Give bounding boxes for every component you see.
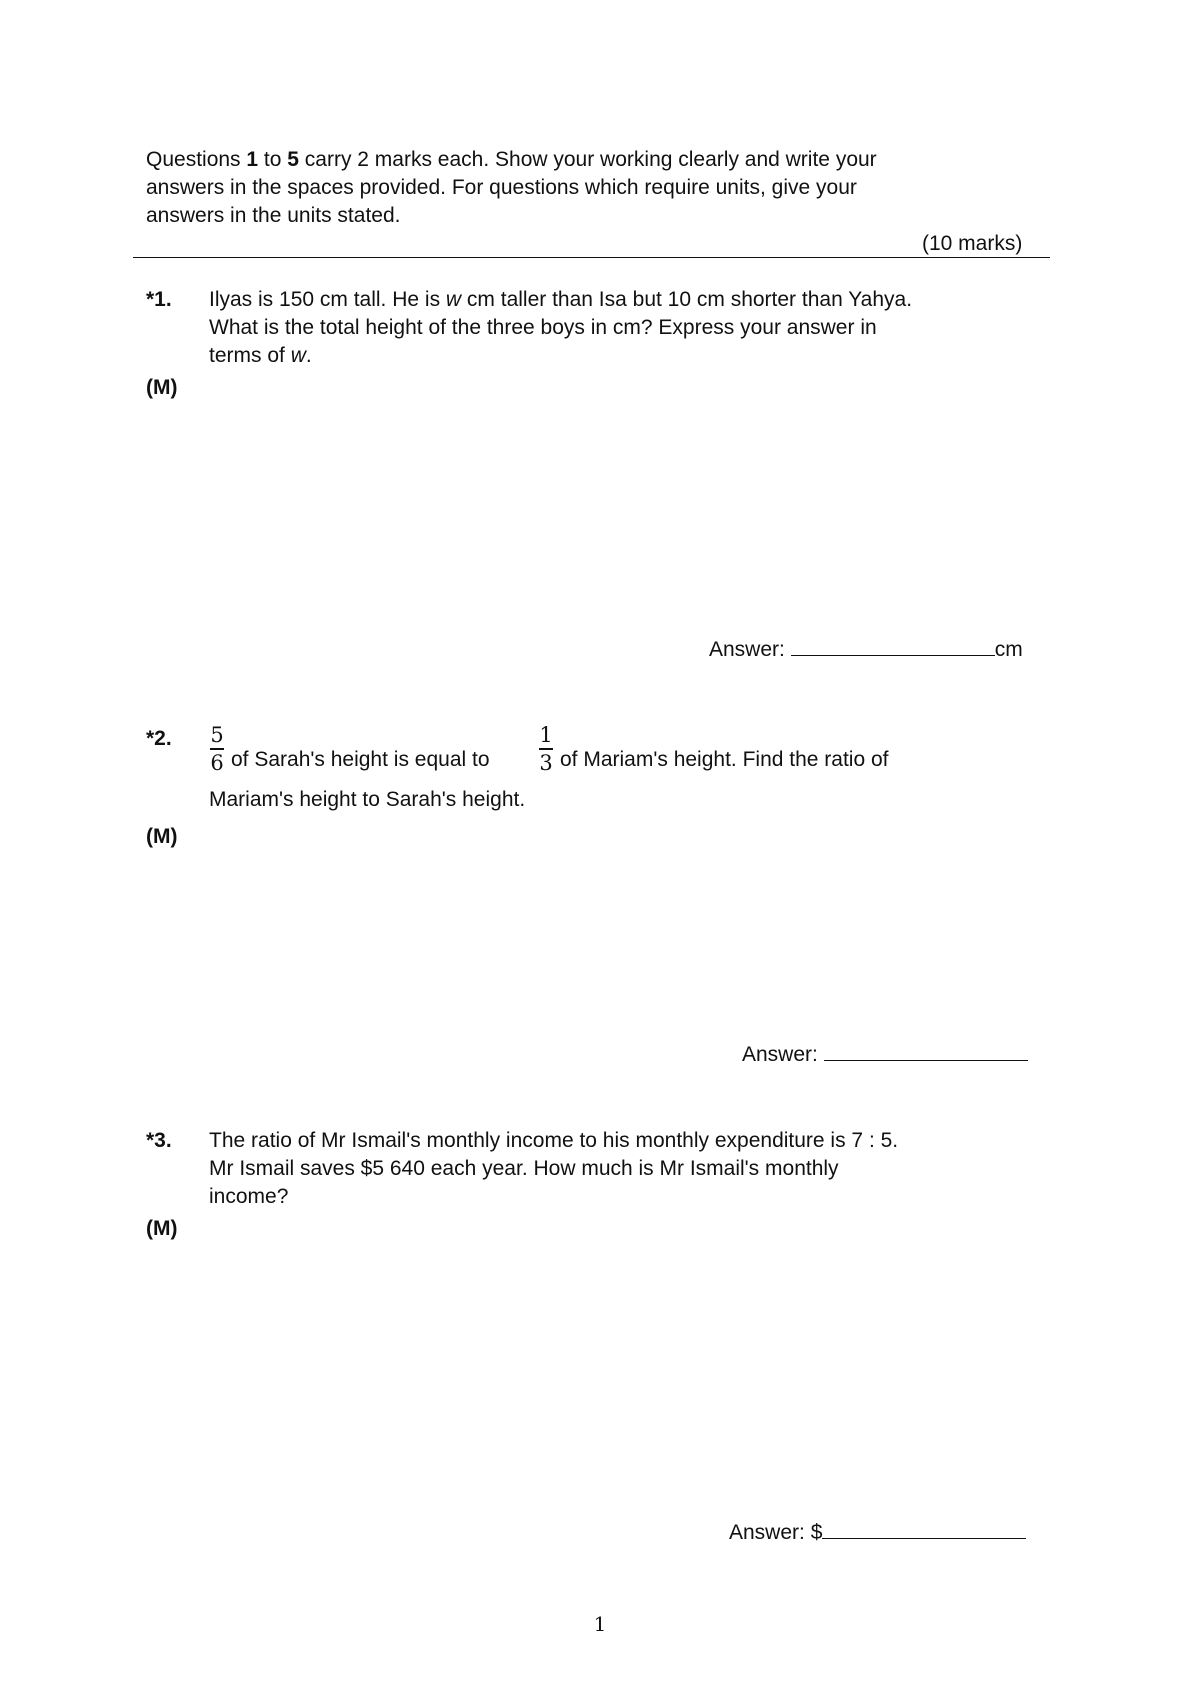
answer-label: Answer: $ bbox=[729, 1521, 823, 1544]
question-2-text-b: of Mariam's height. Find the ratio of bbox=[560, 748, 889, 771]
question-1-line-3 bbox=[209, 342, 312, 370]
question-range-start: 1 bbox=[246, 148, 259, 171]
question-text: Ilyas is 150 cm tall. He is bbox=[209, 288, 446, 311]
answer-blank[interactable] bbox=[824, 1040, 1028, 1061]
question-2-line-2: Mariam's height to Sarah's height. bbox=[209, 788, 526, 811]
question-2-text-a: of Sarah's height is equal to bbox=[231, 748, 490, 771]
section-divider bbox=[133, 257, 1050, 258]
question-number: *3. bbox=[146, 1129, 172, 1152]
answer-unit: cm bbox=[994, 638, 1023, 661]
instructions-text: to bbox=[258, 148, 288, 171]
fraction-numerator: 1 bbox=[539, 723, 553, 747]
fraction-five-sixths bbox=[209, 724, 225, 774]
instructions-line-2: answers in the spaces provided. For questions which require units, give your bbox=[146, 176, 857, 199]
difficulty-tag: (M) bbox=[146, 825, 178, 848]
instructions-text: carry 2 marks each. Show your working clearly and write your bbox=[298, 148, 877, 171]
instructions-line-3: answers in the units stated. bbox=[146, 204, 401, 227]
variable: w bbox=[445, 288, 462, 311]
fraction-denominator: 6 bbox=[210, 751, 224, 775]
fraction-numerator: 5 bbox=[210, 723, 224, 747]
answer-line bbox=[709, 635, 1023, 664]
question-1-line-2: What is the total height of the three boys in cm? Express your answer in bbox=[209, 316, 877, 339]
question-number: *1. bbox=[146, 288, 172, 311]
question-number: *2. bbox=[146, 727, 172, 750]
variable: w bbox=[290, 344, 306, 367]
question-1-line-1 bbox=[209, 286, 912, 314]
difficulty-tag: (M) bbox=[146, 1217, 178, 1240]
answer-line bbox=[729, 1518, 1026, 1547]
answer-line bbox=[742, 1040, 1028, 1069]
question-text: . bbox=[305, 344, 312, 367]
answer-blank[interactable] bbox=[791, 635, 995, 656]
total-marks: (10 marks) bbox=[922, 232, 1023, 255]
question-range-end: 5 bbox=[287, 148, 299, 171]
fraction-denominator: 3 bbox=[539, 751, 553, 775]
answer-label: Answer: bbox=[742, 1043, 824, 1066]
page-number: 1 bbox=[593, 1612, 607, 1636]
question-text: terms of bbox=[209, 344, 291, 367]
fraction-one-third bbox=[538, 724, 554, 774]
question-3-line-2: Mr Ismail saves $5 640 each year. How much is Mr Ismail's monthly bbox=[209, 1157, 839, 1180]
answer-blank[interactable] bbox=[822, 1518, 1026, 1539]
question-3-line-3: income? bbox=[209, 1185, 289, 1208]
instructions-line-1 bbox=[146, 146, 877, 174]
difficulty-tag: (M) bbox=[146, 376, 178, 399]
instructions-text: Questions bbox=[146, 148, 247, 171]
answer-label: Answer: bbox=[709, 638, 791, 661]
question-3-line-1: The ratio of Mr Ismail's monthly income to his monthly expenditure is 7 : 5. bbox=[209, 1129, 899, 1152]
question-text: cm taller than Isa but 10 cm shorter than Yahya. bbox=[461, 288, 913, 311]
